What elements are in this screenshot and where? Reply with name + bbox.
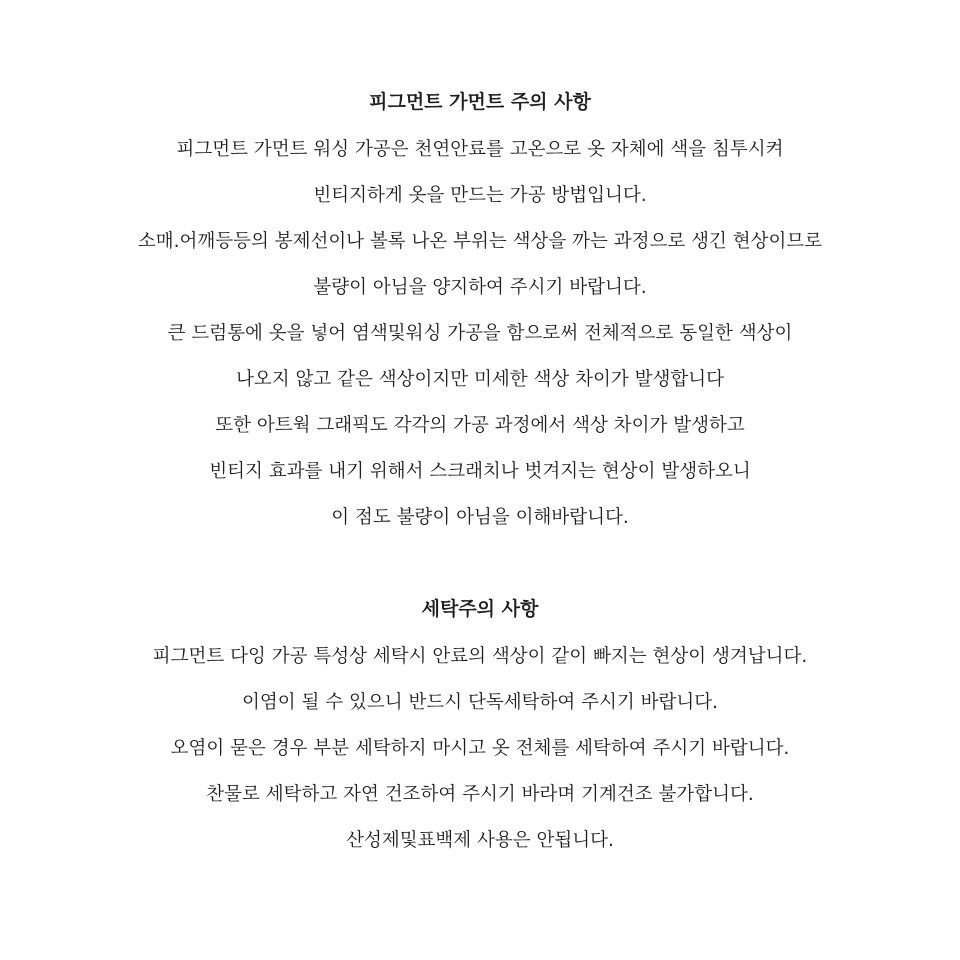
- pigment-notice-line: 빈티지하게 옷을 만드는 가공 방법입니다.: [313, 185, 647, 206]
- washing-notice-line: 산성제및표백제 사용은 안됩니다.: [346, 830, 614, 851]
- pigment-notice-line: 큰 드럼통에 옷을 넣어 염색및워싱 가공을 함으로써 전체적으로 동일한 색상이: [167, 323, 793, 344]
- pigment-notice-line: 또한 아트웍 그래픽도 각각의 가공 과정에서 색상 차이가 발생하고: [215, 415, 745, 436]
- pigment-notice-line: 소매.어깨등등의 봉제선이나 볼록 나온 부위는 색상을 까는 과정으로 생긴 현상이므로: [137, 231, 823, 252]
- pigment-notice-line: 불량이 아님을 양지하여 주시기 바랍니다.: [313, 277, 647, 298]
- pigment-garment-notice: [0, 85, 960, 541]
- washing-notice-line: 찬물로 세탁하고 자연 건조하여 주시기 바라며 기계건조 불가합니다.: [206, 784, 754, 805]
- washing-notice-line: 이염이 될 수 있으니 반드시 단독세탁하여 주시기 바랍니다.: [242, 692, 718, 713]
- pigment-notice-line: 빈티지 효과를 내기 위해서 스크래치나 벗겨지는 현상이 발생하오니: [209, 461, 751, 482]
- washing-notice-line: 피그먼트 다잉 가공 특성상 세탁시 안료의 색상이 같이 빠지는 현상이 생겨납니다.: [152, 646, 808, 667]
- washing-notice: [0, 592, 960, 864]
- pigment-notice-title: 피그먼트 가먼트 주의 사항: [369, 91, 591, 113]
- pigment-notice-line: 나오지 않고 같은 색상이지만 미세한 색상 차이가 발생합니다: [236, 369, 724, 390]
- pigment-notice-line: 이 점도 불량이 아님을 이해바랍니다.: [331, 507, 629, 528]
- washing-notice-title: 세탁주의 사항: [421, 598, 539, 620]
- washing-notice-line: 오염이 묻은 경우 부분 세탁하지 마시고 옷 전체를 세탁하여 주시기 바랍니다.: [170, 738, 790, 759]
- pigment-notice-line: 피그먼트 가먼트 워싱 가공은 천연안료를 고온으로 옷 자체에 색을 침투시켜: [176, 139, 784, 160]
